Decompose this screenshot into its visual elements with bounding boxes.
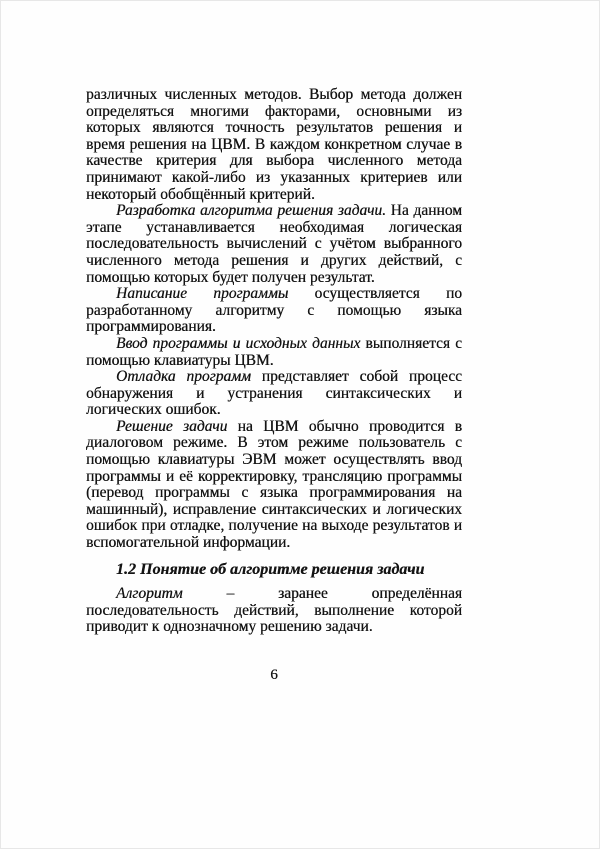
- paragraph-text: различных численных методов. Выбор метода должен определяться многими факторами, основными из которых являются точность результатов решения и время решения на ЦВМ. В каждом конкретном случае в качестве критерия для выбора численного метода принимают какой-либо из указанных критериев или некоторый обобщённый критерий.: [86, 86, 462, 203]
- paragraph-text: представляет собой процесс обнаружения и устранения синтаксических и логических ошибок.: [86, 368, 462, 419]
- paragraph-text: На данном этапе устанавливается необходимая логическая последовательность вычислений с учётом выбранного численного метода решения и других действий, с помощью которых будет получен результат.: [86, 202, 462, 286]
- paragraph-lead: Отладка программ: [116, 368, 251, 386]
- paragraph-lead: Алгоритм: [116, 585, 183, 603]
- paragraph: [86, 369, 462, 419]
- paragraph: [86, 586, 462, 636]
- paragraph: [86, 286, 462, 336]
- paragraph: [86, 419, 462, 552]
- paragraph-text: выполняется с помощью клавиатуры ЦВМ.: [86, 334, 462, 369]
- paragraph: [86, 87, 462, 203]
- page-text-block: [86, 87, 462, 636]
- page-number: 6: [270, 667, 278, 683]
- paragraph-text: на ЦВМ обычно проводится в диалоговом режиме. В этом режиме пользователь с помощью клавиатуры ЭВМ может осуществлять ввод программы и её корректировку, трансляцию программы (перевод программы с языка программирования на машинный), исправление синтаксических и логических ошибок при отладке, получение на выходе результатов и вспомогательной информации.: [86, 417, 463, 552]
- paragraph: [86, 203, 462, 286]
- section-heading: 1.2 Понятие об алгоритме решения задачи: [116, 560, 425, 578]
- paragraph-lead: Написание программы: [116, 285, 289, 303]
- paragraph: [86, 336, 462, 369]
- paragraph-lead: Решение задачи: [116, 417, 228, 435]
- paragraph-text: осуществляется по разработанному алгоритму с помощью языка программирования.: [86, 285, 462, 336]
- paragraph-text: – заранее определённая последовательность действий, выполнение которой приводит к однозначному решению задачи.: [86, 585, 462, 636]
- paragraph-lead: Разработка алгоритма решения задачи.: [116, 202, 386, 220]
- paragraph-lead: Ввод программы и исходных данных: [116, 334, 361, 352]
